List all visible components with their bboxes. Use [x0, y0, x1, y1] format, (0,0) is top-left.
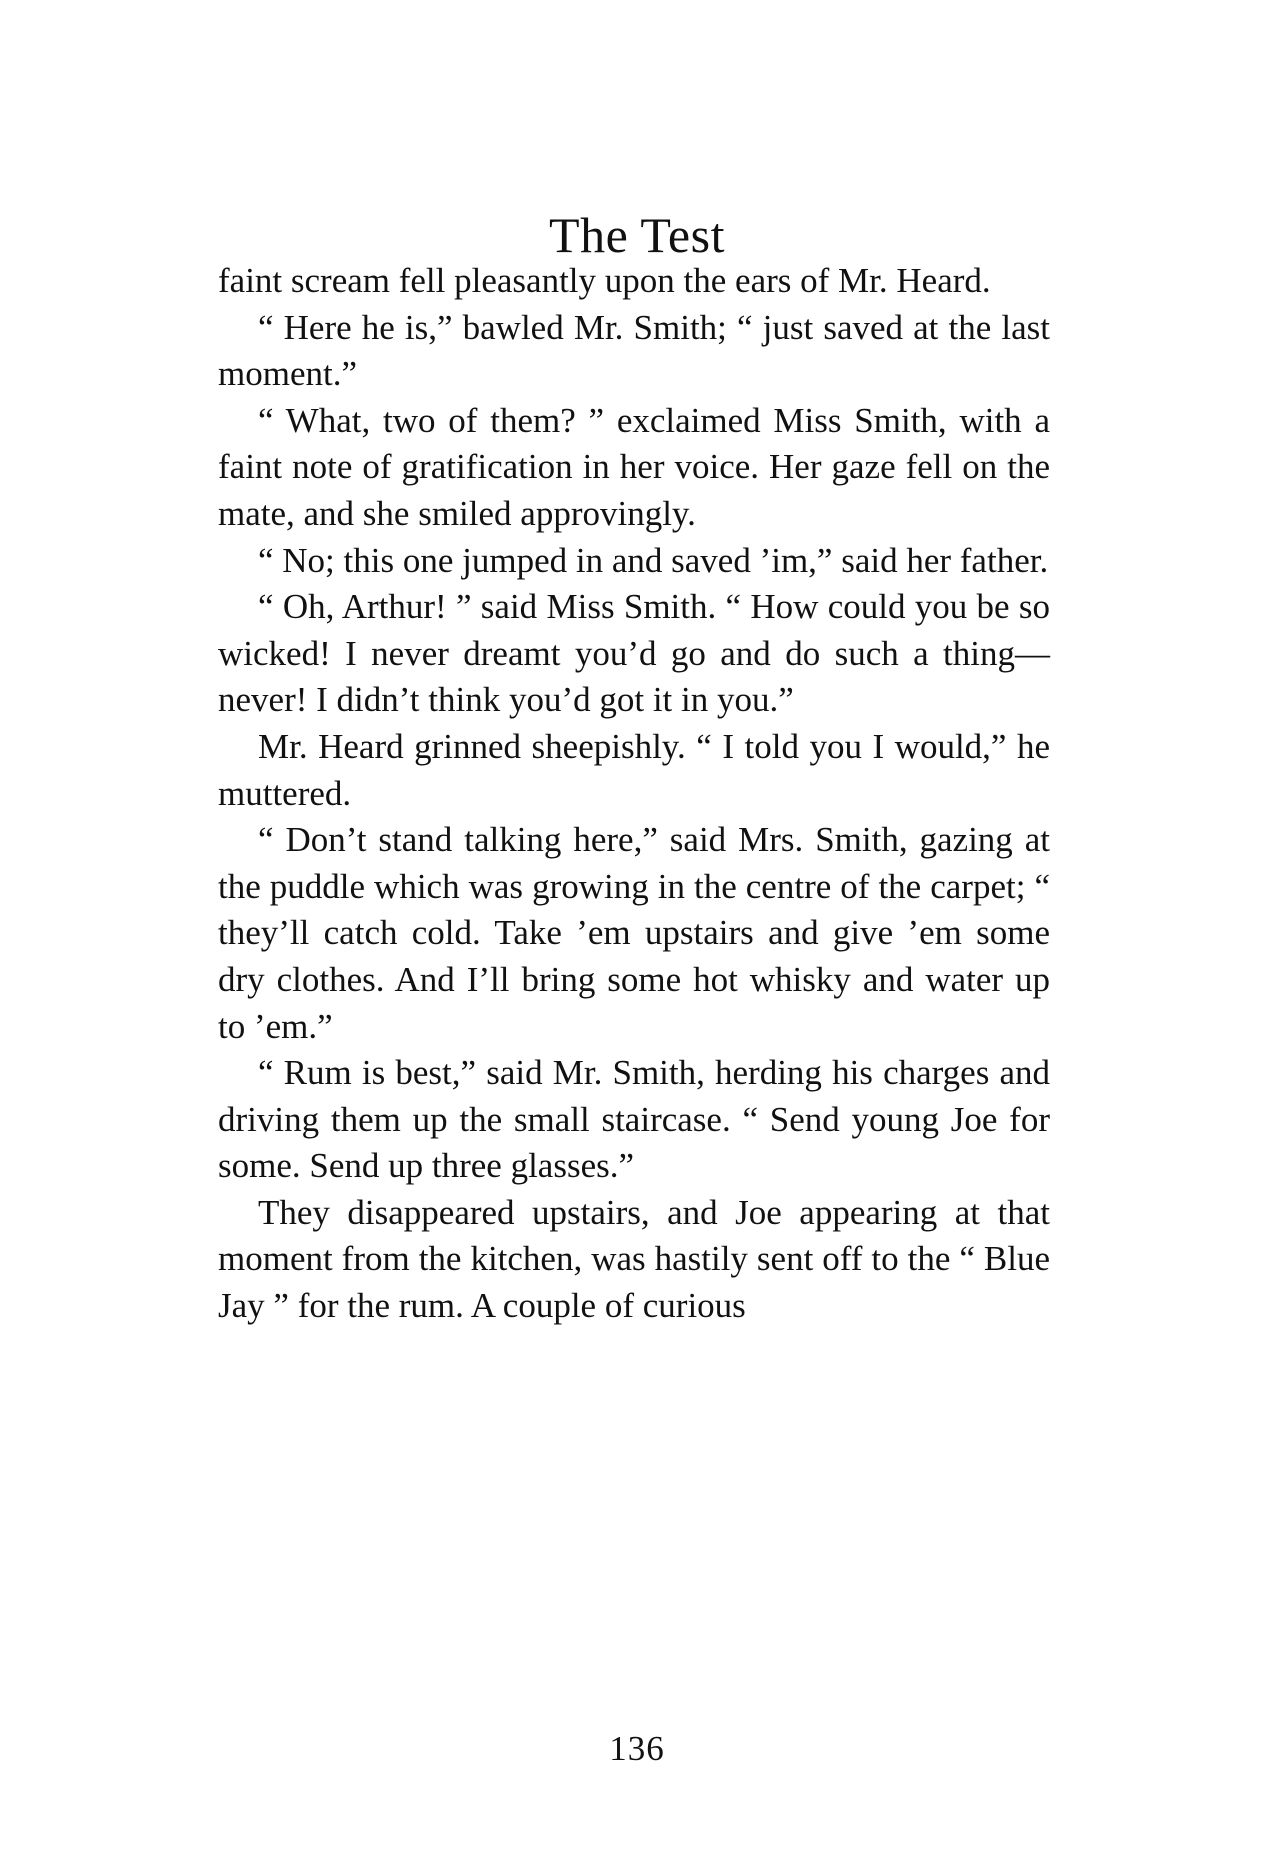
body-text [218, 258, 1050, 1330]
paragraph: “ What, two of them? ” exclaimed Miss Smith, with a faint note of gratification in her voice. Her gaze fell on the mate, and she smiled approvingly. [218, 400, 1050, 533]
paragraph: They disappeared upstairs, and Joe appearing at that moment from the kitchen, was hastily sent off to the “ Blue Jay ” for the rum. A couple of curious [218, 1192, 1050, 1326]
paragraph: “ Oh, Arthur! ” said Miss Smith. “ How could you be so wicked! I never dreamt you’d go and do such a thing—never! I didn’t think you’d got it in you.” [218, 587, 1050, 720]
paragraph: “ Rum is best,” said Mr. Smith, herding his charges and driving them up the small staircase. “ Send young Joe for some. Send up three glasses.” [218, 1053, 1050, 1186]
paragraph: “ Here he is,” bawled Mr. Smith; “ just saved at the last moment.” [218, 307, 1050, 394]
running-head: The Test [549, 207, 725, 263]
page-number: 136 [609, 1729, 665, 1768]
paragraph: “ Don’t stand talking here,” said Mrs. Smith, gazing at the puddle which was growing in the centre of the carpet; “ they’ll catch cold. Take ’em upstairs and give ’em some dry clothes. And I’ll bring some hot whisky and water up to ’em.” [218, 820, 1050, 1046]
paragraph: Mr. Heard grinned sheepishly. “ I told you I would,” he muttered. [218, 726, 1050, 813]
paragraph: “ No; this one jumped in and saved ’im,” said her father. [258, 540, 1049, 580]
paragraph-continuation: faint scream fell pleasantly upon the ears of Mr. Heard. [218, 261, 991, 300]
